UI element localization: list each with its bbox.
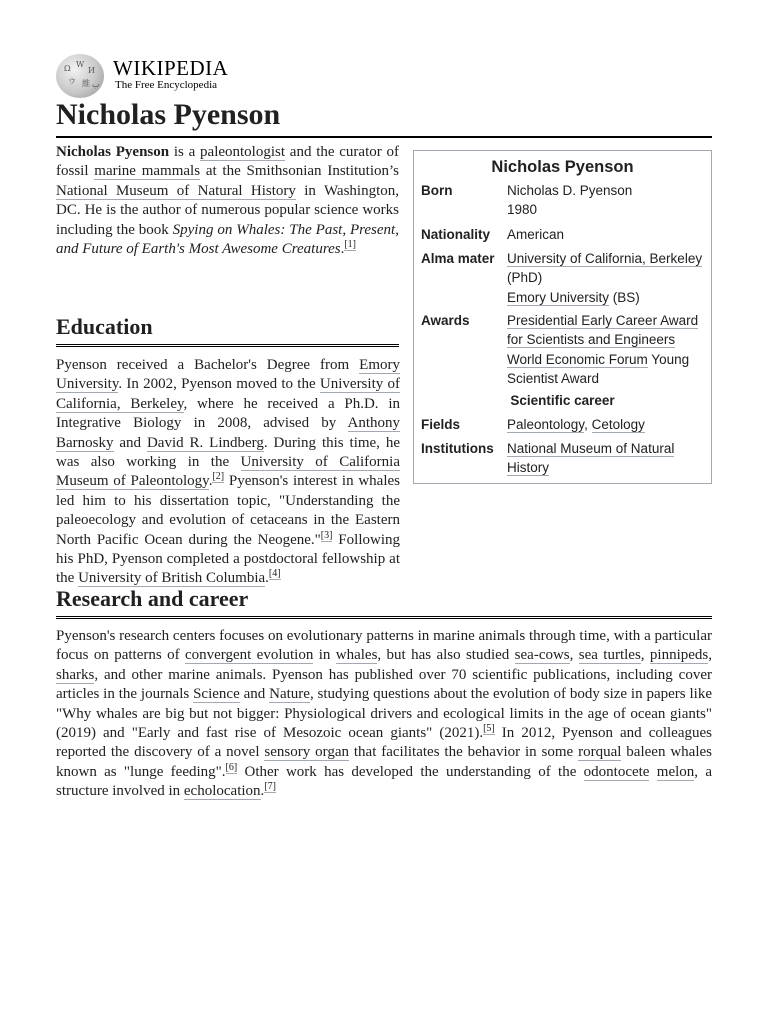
alma-ucb-link[interactable]: University of California, Berkeley — [507, 251, 703, 266]
text: , a structure involved in — [56, 763, 712, 800]
alma-emory-link[interactable]: Emory University — [507, 289, 610, 305]
infobox-label-institutions: Institutions — [421, 441, 494, 456]
link-lindberg[interactable]: David R. Lindberg — [146, 434, 264, 451]
alma-ucb-degree: (PhD) — [507, 270, 543, 286]
wikipedia-globe-icon: Ω W И ウ 維 ب — [56, 54, 104, 98]
text: , — [640, 647, 650, 664]
link-paleontologist[interactable]: paleontologist — [200, 144, 286, 160]
link-pinnipeds[interactable]: pinnipeds — [649, 647, 709, 664]
nationality-value: American — [507, 227, 565, 242]
infobox-label-fields: Fields — [421, 417, 461, 432]
wikipedia-logo[interactable] — [56, 54, 246, 98]
text: , and other marine animals. Pyenson has published over 70 scientific publications, including cover articles in the journals — [56, 666, 712, 703]
award-wef-rest: Young Scientist Award — [507, 351, 690, 386]
ref-2[interactable]: [2] — [212, 471, 225, 483]
text: . — [265, 570, 269, 587]
infobox-label-awards: Awards — [421, 313, 470, 328]
text: Pyenson's research centers focuses on evolutionary patterns in marine animals through time, with a particular focus on patterns of — [56, 628, 712, 664]
text: Other work has developed the understanding of the — [237, 763, 584, 780]
subject-name: Nicholas Pyenson — [56, 144, 170, 160]
link-sea-cows[interactable]: sea-cows — [514, 647, 570, 664]
text: , — [569, 647, 579, 664]
infobox-label-alma-mater: Alma mater — [421, 251, 495, 266]
text: . In 2002, Pyenson moved to the — [118, 376, 320, 393]
wordmark: WIKIPEDIA — [113, 56, 229, 80]
link-barnosky[interactable]: Anthony Barnosky — [56, 415, 400, 451]
link-whales[interactable]: whales — [335, 647, 378, 664]
text: is a — [169, 144, 201, 160]
alma-emory-degree: (BS) — [609, 289, 640, 305]
infobox-title: Nicholas Pyenson — [491, 158, 634, 176]
text: , — [708, 647, 713, 664]
ref-7[interactable]: [7] — [264, 781, 276, 793]
link-ubc[interactable]: University of British Columbia — [78, 570, 266, 587]
text: baleen whales known as "lunge feeding". — [56, 744, 712, 780]
link-sensory-organ[interactable]: sensory organ — [264, 744, 349, 761]
tagline: The Free Encyclopedia — [115, 79, 218, 91]
link-emory[interactable]: Emory University — [56, 357, 400, 393]
intro-paragraph — [56, 143, 399, 259]
link-science[interactable]: Science — [193, 686, 240, 703]
born-year: 1980 — [507, 202, 538, 218]
book-title: Spying on Whales: The Past, Present, and Future of Earth's Most Awesome Creatures — [56, 221, 399, 258]
text: at the Smithsonian Institution’s — [200, 163, 399, 180]
text: in Washington, DC. He is the author of numerous popular science works including the book — [56, 182, 400, 238]
link-ucb[interactable]: University of California, Berkeley — [56, 376, 400, 412]
text: and the curator of fossil — [56, 144, 399, 180]
field-paleontology-link[interactable]: Paleontology — [507, 417, 585, 432]
infobox-label-nationality: Nationality — [421, 227, 491, 242]
research-paragraph — [56, 627, 712, 802]
page-title: Nicholas Pyenson — [56, 94, 712, 138]
text: and — [113, 434, 147, 451]
institution-nmnh-link[interactable]: National Museum of Natural History — [507, 441, 675, 476]
text: , but has also studied — [377, 647, 515, 664]
infobox-scientific-career-header: Scientific career — [510, 393, 615, 408]
link-convergent-evolution[interactable]: convergent evolution — [184, 647, 314, 664]
link-sea-turtles[interactable]: sea turtles — [578, 647, 641, 664]
heading-research-and-career: Research and career — [56, 584, 712, 619]
link-marine-mammals[interactable]: marine mammals — [94, 163, 201, 180]
ref-3[interactable]: [3] — [320, 529, 333, 541]
link-rorqual[interactable]: rorqual — [578, 744, 622, 761]
link-nmnh[interactable]: National Museum of Natural History — [56, 182, 296, 199]
link-odontocete[interactable]: odontocete — [583, 763, 650, 780]
text: . — [340, 241, 345, 258]
text: Pyenson's interest in whales led him to his dissertation topic, "Understanding the paleoecology and evolution of cetaceans in the Eastern North Pacific Ocean during the Neogene." — [56, 473, 400, 548]
ref-5[interactable]: [5] — [483, 723, 495, 735]
field-cetology-link[interactable]: Cetology — [591, 417, 645, 432]
text: . — [208, 473, 213, 490]
ref-1[interactable]: [1] — [344, 239, 357, 251]
text — [649, 764, 656, 780]
award-wef-link[interactable]: World Economic Forum — [507, 351, 648, 367]
text: that facilitates the behavior in some — [348, 744, 579, 761]
text: . — [260, 783, 265, 800]
text: , where he received a Ph.D. in Integrative Biology in 2008, advised by — [56, 395, 400, 432]
link-sharks[interactable]: sharks — [56, 666, 95, 683]
link-ucmp[interactable]: University of California Museum of Paleontology — [56, 454, 401, 490]
text: In 2012, Pyenson and colleagues reported the discovery of a novel — [56, 725, 712, 761]
text: Pyenson received a Bachelor's Degree from — [56, 357, 360, 373]
award-pecase-link[interactable]: Presidential Early Career Award for Scientists and Engineers — [507, 313, 699, 348]
infobox-label-born: Born — [421, 183, 453, 198]
born-name: Nicholas D. Pyenson — [507, 183, 633, 198]
text: in — [313, 647, 336, 664]
link-echolocation[interactable]: echolocation — [183, 783, 261, 800]
heading-education: Education — [56, 312, 399, 347]
text: , studying questions about the evolution of body size in papers like "Why whales are big but not bigger: Physiological drivers and ecological limits in the age of ocean giants" (2019) and "Early and fast rise of Mesozoic ocean giants" (2021). — [56, 686, 712, 742]
link-melon[interactable]: melon — [656, 763, 695, 780]
ref-6[interactable]: [6] — [225, 761, 238, 773]
text: and — [239, 686, 270, 703]
text: Following his PhD, Pyenson completed a postdoctoral fellowship at the — [56, 531, 400, 587]
link-nature[interactable]: Nature — [269, 686, 310, 703]
ref-4[interactable]: [4] — [268, 568, 281, 580]
text: . During this time, he was also working in the — [56, 434, 400, 471]
field-separator: , — [584, 417, 592, 432]
